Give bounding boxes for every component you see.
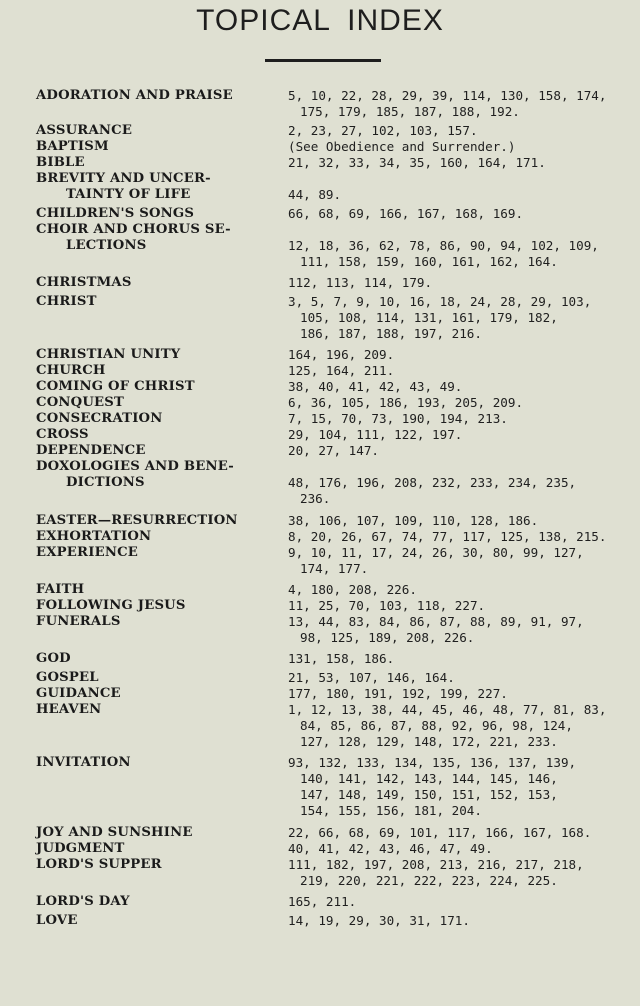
index-topic bbox=[36, 294, 286, 310]
hymn-numbers bbox=[288, 294, 616, 342]
topic-line: FOLLOWING JESUS bbox=[36, 598, 186, 613]
index-topic bbox=[36, 513, 286, 529]
hymn-numbers-line: 21, 32, 33, 34, 35, 160, 164, 171. bbox=[288, 155, 546, 170]
topic-line: DICTIONS bbox=[66, 475, 145, 490]
index-topic bbox=[36, 443, 286, 459]
index-topic bbox=[36, 825, 286, 841]
hymn-numbers-line: 11, 25, 70, 103, 118, 227. bbox=[288, 598, 486, 613]
index-topic bbox=[36, 459, 286, 491]
hymn-numbers-line: 127, 128, 129, 148, 172, 221, 233. bbox=[300, 734, 558, 749]
index-topic bbox=[36, 427, 286, 443]
index-topic bbox=[36, 857, 286, 873]
topic-line: BREVITY AND UNCER- bbox=[36, 171, 211, 186]
hymn-numbers bbox=[288, 411, 616, 427]
topic-line: INVITATION bbox=[36, 755, 131, 770]
index-entry bbox=[36, 443, 616, 459]
index-entry bbox=[36, 459, 616, 507]
topic-line: LORD'S DAY bbox=[36, 894, 130, 909]
hymn-numbers-line: 3, 5, 7, 9, 10, 16, 18, 24, 28, 29, 103, bbox=[288, 294, 592, 309]
title-rule bbox=[265, 59, 381, 62]
topic-line: CROSS bbox=[36, 427, 89, 442]
index-topic bbox=[36, 155, 286, 171]
hymn-numbers-line: 40, 41, 42, 43, 46, 47, 49. bbox=[288, 841, 493, 856]
hymn-numbers-line: 44, 89. bbox=[288, 187, 342, 202]
hymn-numbers-line: 20, 27, 147. bbox=[288, 443, 379, 458]
hymn-numbers-line: 98, 125, 189, 208, 226. bbox=[300, 630, 475, 645]
hymn-numbers-line: 29, 104, 111, 122, 197. bbox=[288, 427, 463, 442]
index-entry bbox=[36, 686, 616, 702]
hymn-numbers-line: 236. bbox=[300, 491, 331, 506]
hymn-numbers-line: 174, 177. bbox=[300, 561, 369, 576]
hymn-numbers-line: 38, 40, 41, 42, 43, 49. bbox=[288, 379, 463, 394]
hymn-numbers bbox=[288, 670, 616, 686]
index-entry bbox=[36, 206, 616, 222]
hymn-numbers-line: 84, 85, 86, 87, 88, 92, 96, 98, 124, bbox=[300, 718, 573, 733]
hymn-numbers-line: 105, 108, 114, 131, 161, 179, 182, bbox=[300, 310, 558, 325]
index-topic bbox=[36, 275, 286, 291]
hymn-numbers-line: 125, 164, 211. bbox=[288, 363, 395, 378]
index-topic bbox=[36, 913, 286, 929]
index-entry bbox=[36, 841, 616, 857]
index-topic bbox=[36, 894, 286, 910]
topic-line: CHRIST bbox=[36, 294, 97, 309]
hymn-numbers-line: 140, 141, 142, 143, 144, 145, 146, bbox=[300, 771, 558, 786]
hymn-numbers-line: 66, 68, 69, 166, 167, 168, 169. bbox=[288, 206, 524, 221]
hymn-numbers bbox=[288, 347, 616, 363]
hymn-numbers bbox=[288, 686, 616, 702]
index-entry bbox=[36, 88, 616, 120]
index-topic bbox=[36, 670, 286, 686]
index-entry bbox=[36, 614, 616, 646]
index-entry bbox=[36, 294, 616, 342]
hymn-numbers-line: 219, 220, 221, 222, 223, 224, 225. bbox=[300, 873, 558, 888]
index-entry bbox=[36, 171, 616, 203]
hymn-numbers bbox=[288, 155, 616, 171]
topic-line: CONSECRATION bbox=[36, 411, 163, 426]
hymn-numbers-line: 14, 19, 29, 30, 31, 171. bbox=[288, 913, 470, 928]
topic-line: DOXOLOGIES AND BENE- bbox=[36, 459, 234, 474]
topic-line: EXHORTATION bbox=[36, 529, 152, 544]
hymn-numbers-line: 6, 36, 105, 186, 193, 205, 209. bbox=[288, 395, 524, 410]
index-topic bbox=[36, 139, 286, 155]
hymn-numbers-line: 4, 180, 208, 226. bbox=[288, 582, 417, 597]
hymn-numbers-line: (See Obedience and Surrender.) bbox=[288, 139, 516, 154]
index-entry bbox=[36, 275, 616, 291]
index-entry bbox=[36, 670, 616, 686]
topic-line: ADORATION AND PRAISE bbox=[36, 88, 233, 103]
hymn-numbers bbox=[288, 275, 616, 291]
topic-line: HEAVEN bbox=[36, 702, 102, 717]
index-topic bbox=[36, 363, 286, 379]
hymn-numbers bbox=[288, 913, 616, 929]
topic-line: JUDGMENT bbox=[36, 841, 125, 856]
index-topic bbox=[36, 755, 286, 771]
index-topic bbox=[36, 206, 286, 222]
index-topic bbox=[36, 411, 286, 427]
hymn-numbers bbox=[288, 825, 616, 841]
index-entry bbox=[36, 582, 616, 598]
topic-line: FUNERALS bbox=[36, 614, 121, 629]
index-entry bbox=[36, 755, 616, 819]
index-entry bbox=[36, 395, 616, 411]
index-entry bbox=[36, 651, 616, 667]
index-topic bbox=[36, 598, 286, 614]
topic-line: CHOIR AND CHORUS SE- bbox=[36, 222, 231, 237]
index-topic bbox=[36, 686, 286, 702]
topic-line: CONQUEST bbox=[36, 395, 125, 410]
topic-line: CHILDREN'S SONGS bbox=[36, 206, 195, 221]
index-entry bbox=[36, 347, 616, 363]
hymn-numbers bbox=[288, 206, 616, 222]
index-topic bbox=[36, 171, 286, 203]
topic-line: EASTER—RESURRECTION bbox=[36, 513, 238, 528]
hymn-numbers bbox=[288, 427, 616, 443]
hymn-numbers-line: 48, 176, 196, 208, 232, 233, 234, 235, bbox=[288, 475, 577, 490]
index-topic bbox=[36, 582, 286, 598]
topic-line: GOSPEL bbox=[36, 670, 99, 685]
hymn-numbers bbox=[288, 598, 616, 614]
topic-line: CHRISTIAN UNITY bbox=[36, 347, 181, 362]
topic-line: BAPTISM bbox=[36, 139, 109, 154]
index-entry bbox=[36, 379, 616, 395]
topic-line: CHRISTMAS bbox=[36, 275, 132, 290]
index-topic bbox=[36, 88, 286, 104]
index-topic bbox=[36, 395, 286, 411]
topic-line: DEPENDENCE bbox=[36, 443, 146, 458]
hymn-numbers bbox=[288, 379, 616, 395]
hymn-numbers-line: 147, 148, 149, 150, 151, 152, 153, bbox=[300, 787, 558, 802]
index-entry bbox=[36, 139, 616, 155]
hymn-numbers bbox=[288, 88, 616, 120]
index-topic bbox=[36, 222, 286, 254]
index-entry bbox=[36, 529, 616, 545]
hymn-numbers-line: 93, 132, 133, 134, 135, 136, 137, 139, bbox=[288, 755, 577, 770]
hymn-numbers-line: 177, 180, 191, 192, 199, 227. bbox=[288, 686, 508, 701]
hymn-numbers bbox=[288, 651, 616, 667]
hymn-numbers bbox=[288, 395, 616, 411]
hymn-numbers bbox=[288, 513, 616, 529]
topic-line: TAINTY OF LIFE bbox=[66, 187, 191, 202]
topic-line: EXPERIENCE bbox=[36, 545, 139, 560]
index-entry bbox=[36, 825, 616, 841]
index-entry bbox=[36, 545, 616, 577]
hymn-numbers-line: 13, 44, 83, 84, 86, 87, 88, 89, 91, 97, bbox=[288, 614, 584, 629]
hymn-numbers-line: 2, 23, 27, 102, 103, 157. bbox=[288, 123, 478, 138]
hymn-numbers-line: 9, 10, 11, 17, 24, 26, 30, 80, 99, 127, bbox=[288, 545, 584, 560]
topic-line: ASSURANCE bbox=[36, 123, 133, 138]
index-entry bbox=[36, 427, 616, 443]
hymn-numbers-line: 175, 179, 185, 187, 188, 192. bbox=[300, 104, 520, 119]
hymn-numbers-line: 7, 15, 70, 73, 190, 194, 213. bbox=[288, 411, 508, 426]
hymn-numbers-line: 112, 113, 114, 179. bbox=[288, 275, 433, 290]
hymn-numbers bbox=[288, 582, 616, 598]
hymn-numbers-line: 186, 187, 188, 197, 216. bbox=[300, 326, 482, 341]
hymn-numbers bbox=[288, 894, 616, 910]
hymn-numbers-line: 111, 158, 159, 160, 161, 162, 164. bbox=[300, 254, 558, 269]
index-entry bbox=[36, 857, 616, 889]
index-topic bbox=[36, 347, 286, 363]
index-entry bbox=[36, 598, 616, 614]
hymn-numbers-line: 8, 20, 26, 67, 74, 77, 117, 125, 138, 215. bbox=[288, 529, 607, 544]
hymn-numbers bbox=[288, 545, 616, 577]
hymn-numbers-line: 164, 196, 209. bbox=[288, 347, 395, 362]
index-topic bbox=[36, 614, 286, 630]
index-topic bbox=[36, 123, 286, 139]
hymn-numbers-line: 22, 66, 68, 69, 101, 117, 166, 167, 168. bbox=[288, 825, 592, 840]
topic-line: JOY AND SUNSHINE bbox=[36, 825, 193, 840]
hymn-numbers bbox=[288, 171, 616, 203]
index-entry bbox=[36, 702, 616, 750]
hymn-numbers-line: 38, 106, 107, 109, 110, 128, 186. bbox=[288, 513, 539, 528]
hymn-numbers-line: 12, 18, 36, 62, 78, 86, 90, 94, 102, 109, bbox=[288, 238, 599, 253]
hymn-numbers bbox=[288, 841, 616, 857]
index-entry bbox=[36, 123, 616, 139]
topic-line: CHURCH bbox=[36, 363, 106, 378]
hymn-numbers bbox=[288, 123, 616, 139]
index-entry bbox=[36, 363, 616, 379]
hymn-numbers bbox=[288, 139, 616, 155]
hymn-numbers-line: 154, 155, 156, 181, 204. bbox=[300, 803, 482, 818]
hymn-numbers bbox=[288, 363, 616, 379]
hymn-numbers bbox=[288, 614, 616, 646]
hymn-numbers bbox=[288, 755, 616, 819]
topic-line: LOVE bbox=[36, 913, 78, 928]
index-topic bbox=[36, 651, 286, 667]
hymn-numbers-line: 165, 211. bbox=[288, 894, 357, 909]
index-entry bbox=[36, 411, 616, 427]
page-title: TOPICAL INDEX bbox=[196, 4, 444, 37]
topic-line: COMING OF CHRIST bbox=[36, 379, 195, 394]
index-entry bbox=[36, 155, 616, 171]
hymn-numbers-line: 131, 158, 186. bbox=[288, 651, 395, 666]
hymn-numbers-line: 5, 10, 22, 28, 29, 39, 114, 130, 158, 174, bbox=[288, 88, 607, 103]
index-topic bbox=[36, 529, 286, 545]
hymn-numbers bbox=[288, 459, 616, 507]
topic-line: BIBLE bbox=[36, 155, 85, 170]
index-entry bbox=[36, 913, 616, 929]
index-entry bbox=[36, 222, 616, 270]
hymn-numbers bbox=[288, 857, 616, 889]
hymn-numbers bbox=[288, 529, 616, 545]
hymn-numbers bbox=[288, 222, 616, 270]
topical-index-list bbox=[36, 88, 616, 929]
index-topic bbox=[36, 841, 286, 857]
index-topic bbox=[36, 702, 286, 718]
topic-line: LECTIONS bbox=[66, 238, 147, 253]
hymn-numbers bbox=[288, 702, 616, 750]
topic-line: FAITH bbox=[36, 582, 85, 597]
topic-line: GOD bbox=[36, 651, 71, 666]
hymn-numbers-line: 21, 53, 107, 146, 164. bbox=[288, 670, 455, 685]
topic-line: GUIDANCE bbox=[36, 686, 121, 701]
hymn-numbers bbox=[288, 443, 616, 459]
index-entry bbox=[36, 894, 616, 910]
index-topic bbox=[36, 379, 286, 395]
topic-line: LORD'S SUPPER bbox=[36, 857, 162, 872]
hymn-numbers-line: 1, 12, 13, 38, 44, 45, 46, 48, 77, 81, 83, bbox=[288, 702, 607, 717]
index-topic bbox=[36, 545, 286, 561]
hymn-numbers-line: 111, 182, 197, 208, 213, 216, 217, 218, bbox=[288, 857, 584, 872]
index-entry bbox=[36, 513, 616, 529]
